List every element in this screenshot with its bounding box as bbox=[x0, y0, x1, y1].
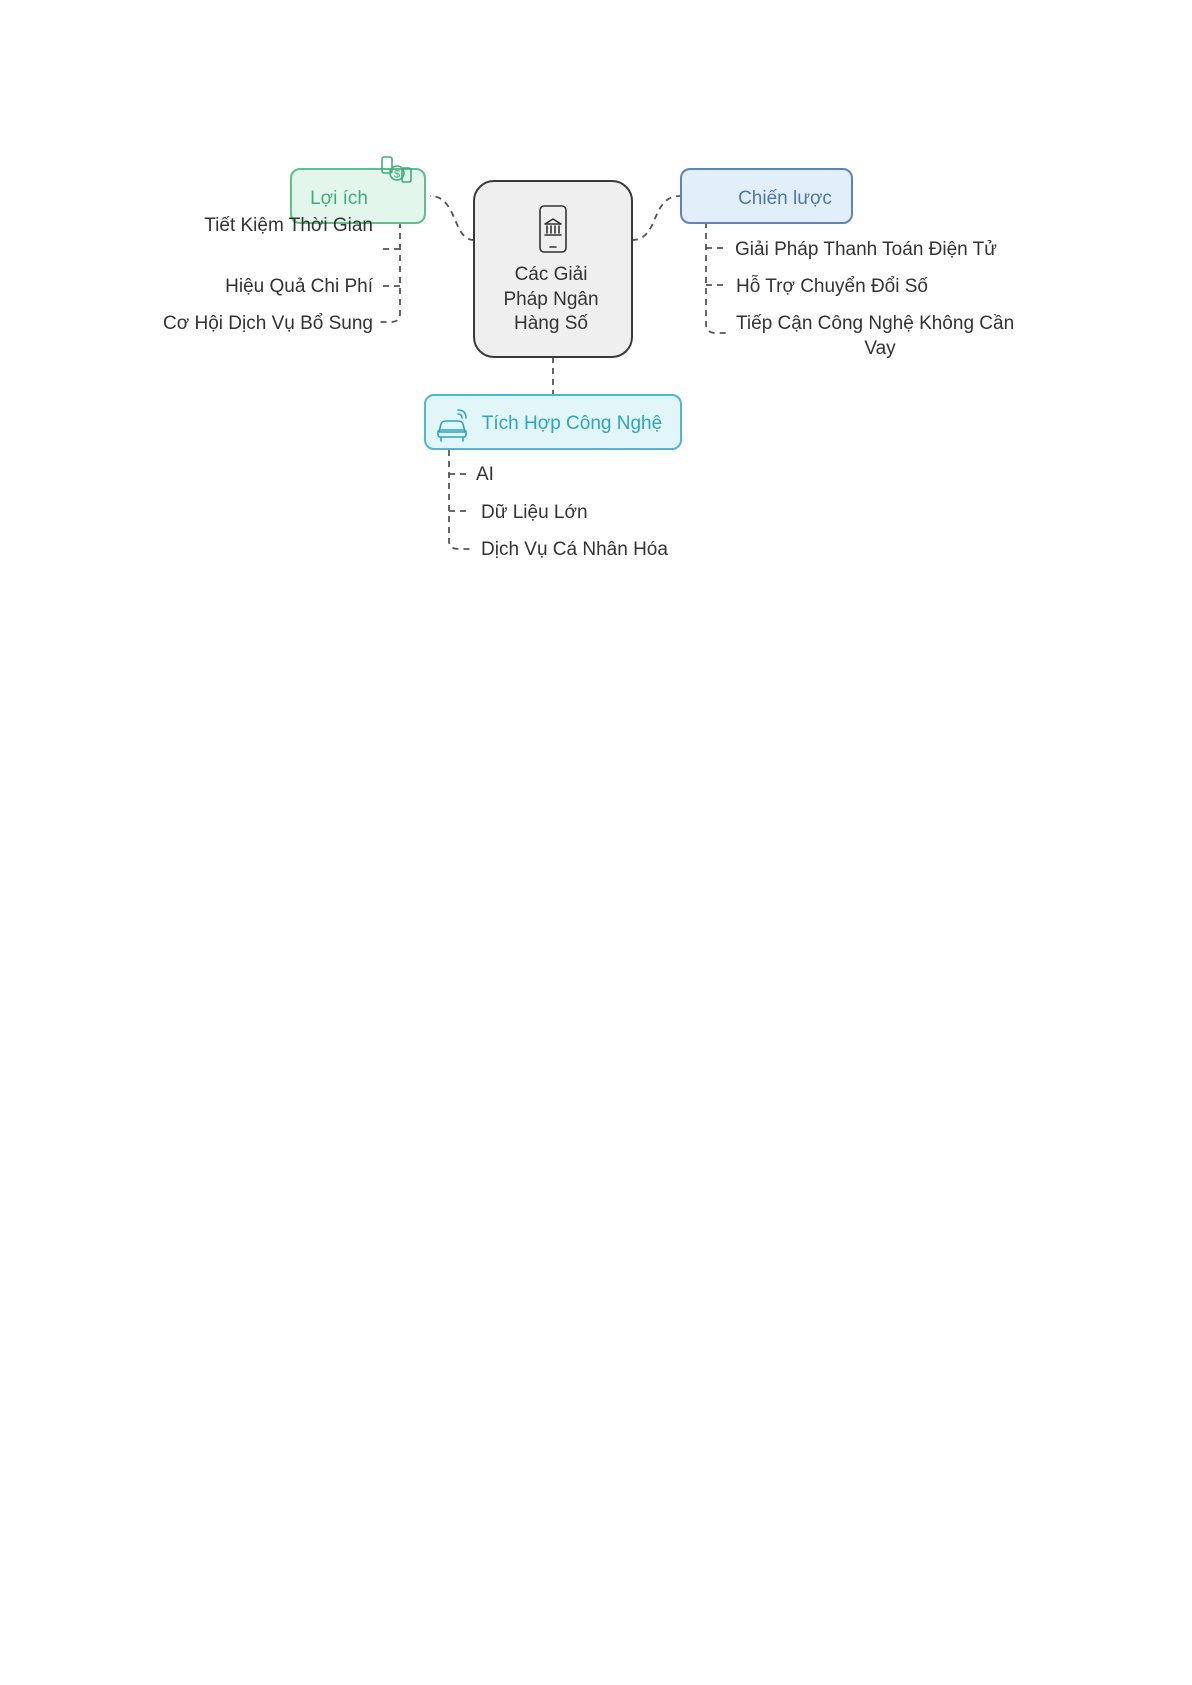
tech-item-ai: AI bbox=[476, 464, 494, 485]
strategy-title: Chiến lược bbox=[738, 188, 832, 209]
benefits-leaf-connectors bbox=[380, 222, 400, 322]
strategy-item-access-line-2: Vay bbox=[864, 338, 896, 359]
benefits-item-cost: Hiệu Quả Chi Phí bbox=[225, 276, 373, 297]
connector-center-to-strategy bbox=[632, 196, 680, 240]
center-title-line-1: Các Giải bbox=[514, 264, 588, 285]
tech-item-big-data: Dữ Liệu Lớn bbox=[481, 502, 588, 523]
benefits-item-services: Cơ Hội Dịch Vụ Bổ Sung bbox=[163, 313, 373, 334]
tech-node[interactable] bbox=[425, 395, 681, 449]
strategy-item-access-line-1: Tiếp Cận Công Nghệ Không Cần bbox=[736, 313, 1015, 334]
center-title-line-2: Pháp Ngân bbox=[503, 289, 599, 310]
strategy-item-payment: Giải Pháp Thanh Toán Điện Tử bbox=[735, 239, 998, 260]
center-node[interactable] bbox=[474, 181, 632, 357]
tech-title: Tích Hợp Công Nghệ bbox=[481, 413, 663, 434]
strategy-node[interactable] bbox=[681, 169, 852, 223]
strategy-leaf-connectors bbox=[706, 222, 726, 333]
svg-text:$: $ bbox=[393, 168, 401, 181]
benefits-title: Lợi ích bbox=[310, 188, 368, 209]
tech-item-personalization: Dịch Vụ Cá Nhân Hóa bbox=[481, 539, 668, 560]
benefits-item-time: Tiết Kiệm Thời Gian bbox=[204, 215, 373, 236]
connector-center-to-benefits bbox=[430, 196, 474, 240]
center-title-line-3: Hàng Số bbox=[514, 313, 588, 334]
benefits-node[interactable] bbox=[291, 157, 425, 223]
strategy-item-digital: Hỗ Trợ Chuyển Đổi Số bbox=[736, 276, 928, 297]
tech-leaf-connectors bbox=[449, 450, 470, 549]
